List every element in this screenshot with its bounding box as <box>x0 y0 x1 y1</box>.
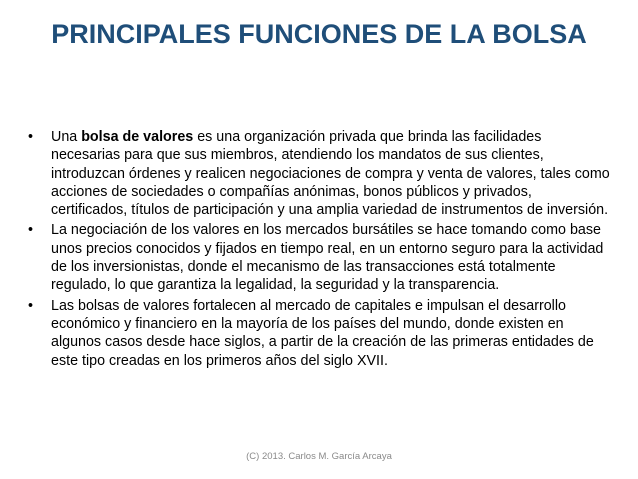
bullet-text <box>51 298 594 369</box>
bullet-item-1 <box>28 128 610 219</box>
bullet-bold-term: bolsa de valores <box>81 129 194 145</box>
bullet-text <box>51 129 610 218</box>
bullet-lead-text: Una <box>51 129 82 145</box>
bullet-list <box>28 128 610 372</box>
bullet-text <box>51 222 603 293</box>
slide-footer: (C) 2013. Carlos M. García Arcaya <box>246 451 392 462</box>
bullet-item-3 <box>28 297 610 370</box>
bullet-dot-icon: • <box>28 129 34 145</box>
bullet-lead-text: La negociación de los valores en los mercados bursátiles se hace tomando como base unos precios conocidos y fijados en tiempo real, en un entorno seguro para la actividad de los inversionistas, donde el mecanismo de las transacciones está totalmente regulado, lo que garantiza la legalidad, la seguridad y la transparencia. <box>51 222 604 294</box>
slide-title: PRINCIPALES FUNCIONES DE LA BOLSA <box>51 19 587 49</box>
bullet-lead-text: Las bolsas de valores fortalecen al mercado de capitales e impulsan el desarrollo económico y financiero en la mayoría de los países del mundo, donde existen en algunos casos desde hace siglos, a partir de la creación de las primeras entidades de este tipo creadas en los primeros años del siglo XVII. <box>51 297 594 369</box>
bullet-dot-icon: • <box>28 297 34 314</box>
bullet-item-2 <box>28 221 610 294</box>
bullet-body-text: es una organización privada que brinda las facilidades necesarias para que sus miembros, atendiendo los mandatos de sus clientes, introduzcan órdenes y realicen negociaciones de compra y venta de valores, tales como acciones de sociedades o compañías anónimas, bonos públicos y privados, certificados, títulos de participación y una amplia variedad de instrumentos de inversión. <box>51 129 610 219</box>
bullet-dot-icon: • <box>28 222 34 239</box>
